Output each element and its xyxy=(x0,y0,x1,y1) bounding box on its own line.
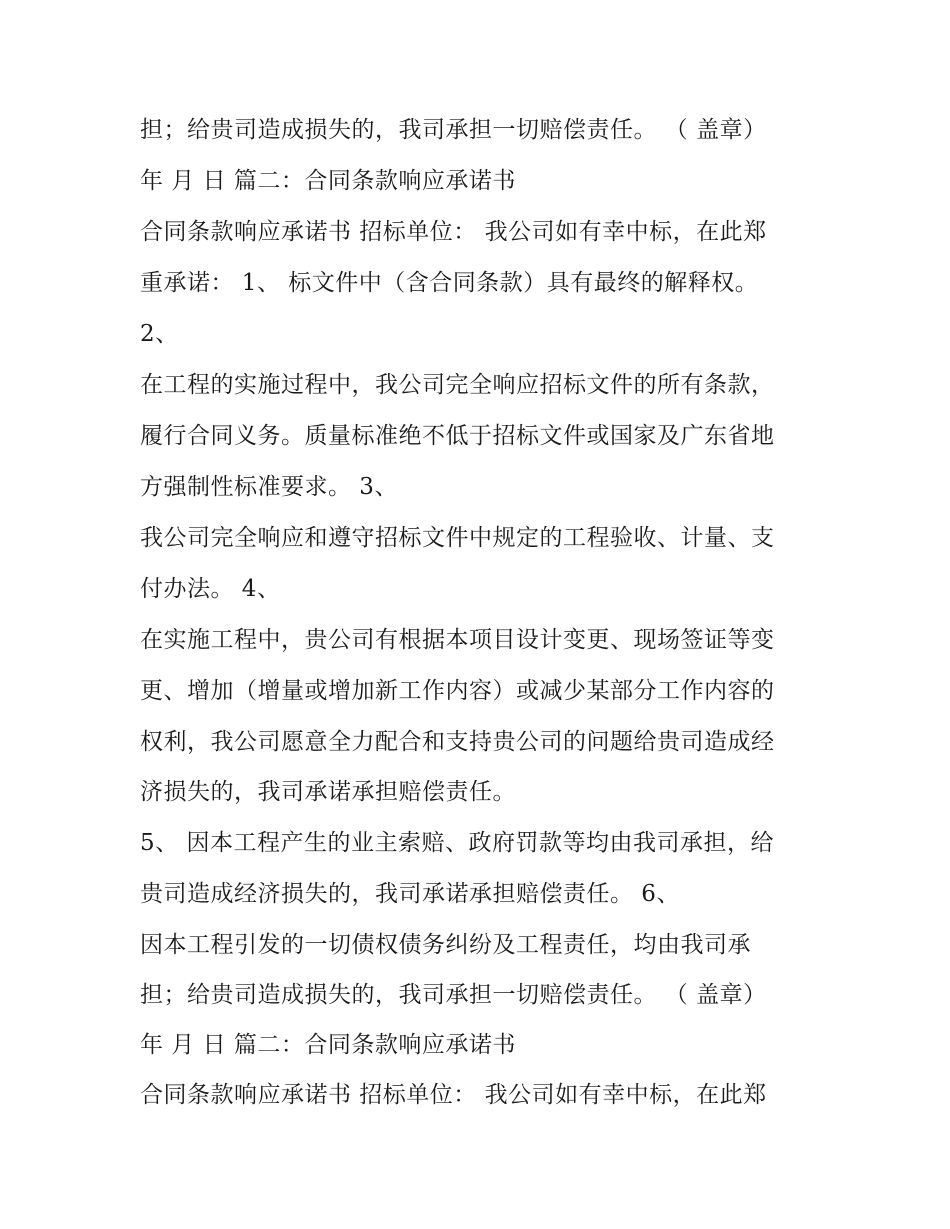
text-line: 合同条款响应承诺书 招标单位： 我公司如有幸中标，在此郑 xyxy=(140,219,767,245)
text-line: 贵司造成经济损失的，我司承诺承担赔偿责任。 6、 xyxy=(140,881,680,907)
text-line: 权利，我公司愿意全力配合和支持贵公司的问题给贵司造成经 xyxy=(140,729,775,755)
text-line: 更、增加（增量或增加新工作内容）或减少某部分工作内容的 xyxy=(140,678,775,704)
text-line: 济损失的，我司承诺承担赔偿责任。 xyxy=(140,779,516,805)
text-line: 合同条款响应承诺书 招标单位： 我公司如有幸中标，在此郑 xyxy=(140,1082,767,1108)
text-line: 5、 因本工程产生的业主索赔、政府罚款等均由我司承担，给 xyxy=(140,830,774,856)
text-line: 履行合同义务。质量标准绝不低于招标文件或国家及广东省地 xyxy=(140,423,775,449)
text-line: 在工程的实施过程中，我公司完全响应招标文件的所有条款， xyxy=(140,372,775,398)
text-line: 在实施工程中，贵公司有根据本项目设计变更、现场签证等变 xyxy=(140,627,775,653)
text-line: 重承诺： 1、 标文件中（含合同条款）具有最终的解释权。 xyxy=(140,270,759,296)
text-line: 2、 xyxy=(140,321,179,347)
text-line: 方强制性标准要求。 3、 xyxy=(140,474,398,500)
text-line: 年 月 日 篇二：合同条款响应承诺书 xyxy=(140,1032,516,1058)
text-line: 担；给贵司造成损失的，我司承担一切赔偿责任。 （ 盖章） xyxy=(140,982,767,1008)
text-line: 付办法。 4、 xyxy=(140,576,281,602)
text-line: 担；给贵司造成损失的，我司承担一切赔偿责任。 （ 盖章） xyxy=(140,117,767,143)
text-line: 因本工程引发的一切债权债务纠纷及工程责任，均由我司承 xyxy=(140,932,751,958)
text-line: 我公司完全响应和遵守招标文件中规定的工程验收、计量、支 xyxy=(140,525,775,551)
text-line: 年 月 日 篇二：合同条款响应承诺书 xyxy=(140,168,516,194)
